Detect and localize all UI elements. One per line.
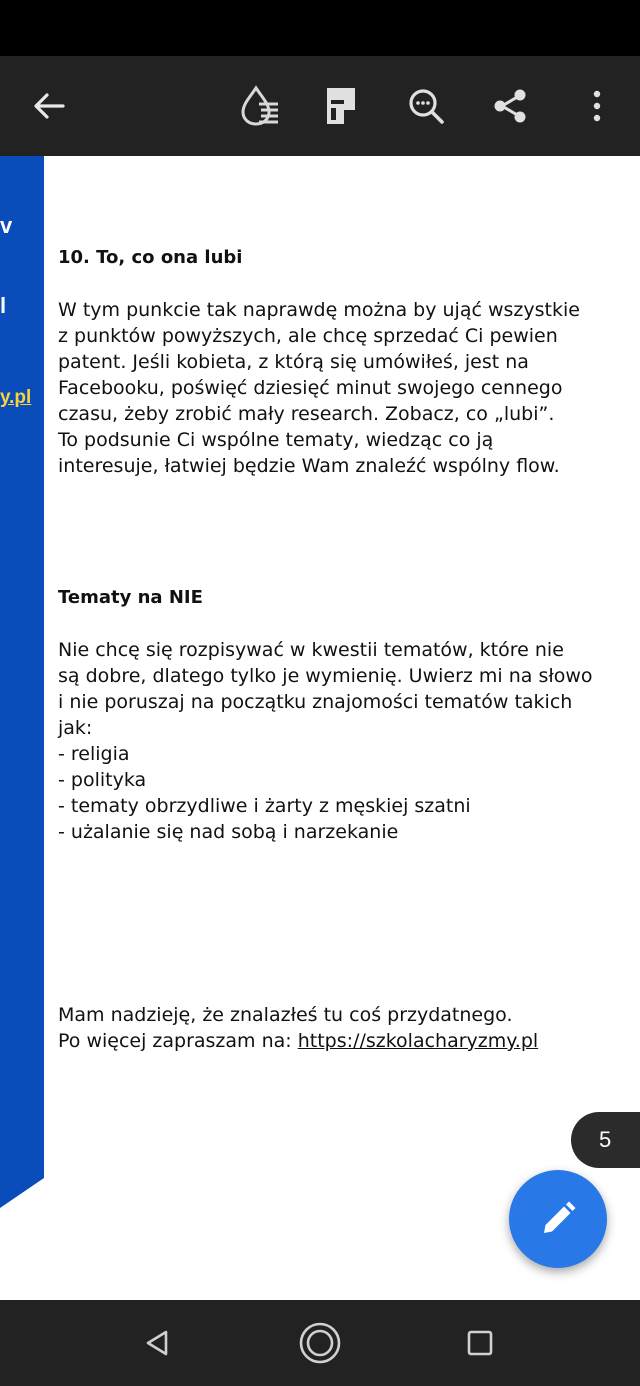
page-number-badge: 5 — [571, 1112, 640, 1168]
section-heading: Tematy na NIE — [58, 587, 203, 608]
nav-back-button[interactable] — [132, 1317, 184, 1369]
back-button[interactable] — [21, 78, 77, 134]
paragraph-line: To podsunie Ci wspólne tematy, wiedząc co ją — [58, 429, 494, 451]
section-paragraph — [58, 297, 618, 479]
paragraph-line: W tym punkcie tak naprawdę można by ująć wszystkie — [58, 299, 580, 321]
document-page[interactable] — [0, 156, 640, 1300]
section-liked-things — [58, 245, 618, 479]
list-item: - religia — [58, 743, 130, 765]
reading-mode-icon — [234, 82, 282, 130]
paragraph-line: Nie chcę się rozpisywać w kwestii tematów, które nie — [58, 639, 564, 661]
page-layout-button[interactable] — [313, 78, 369, 134]
paragraph-line: patent. Jeśli kobieta, z którą się umówiłeś, jest na — [58, 351, 529, 373]
home-circle-icon — [297, 1320, 343, 1366]
system-navigation-bar — [0, 1300, 640, 1386]
paragraph-line: Facebooku, poświęć dziesięć minut swojego cennego — [58, 377, 563, 399]
share-icon — [488, 84, 532, 128]
paragraph-line: są dobre, dlatego tylko je wymienię. Uwierz mi na słowo — [58, 665, 593, 687]
edit-fab-button[interactable] — [509, 1170, 607, 1268]
paragraph-line: interesuje, łatwiej będzie Wam znaleźć wspólny flow. — [58, 455, 560, 477]
list-item: - użalanie się nad sobą i narzekanie — [58, 821, 399, 843]
nav-recents-button[interactable] — [454, 1317, 506, 1369]
closing-line: Mam nadzieję, że znalazłeś tu coś przydatnego. — [58, 1004, 513, 1026]
reading-mode-button[interactable] — [230, 78, 286, 134]
recents-square-icon — [465, 1328, 495, 1358]
paragraph-line: i nie poruszaj na początku znajomości tematów takich — [58, 691, 573, 713]
closing-paragraph — [58, 1002, 618, 1054]
closing-prefix: Po więcej zapraszam na: — [58, 1030, 298, 1052]
side-banner-strip — [0, 156, 44, 1300]
back-arrow-icon — [29, 86, 69, 126]
share-button[interactable] — [482, 78, 538, 134]
list-item: - polityka — [58, 769, 147, 791]
closing-line-2 — [58, 1028, 618, 1054]
website-link[interactable]: https://szkolacharyzmy.pl — [297, 1030, 539, 1052]
side-banner-text-2: l — [0, 293, 7, 318]
section-forbidden-topics — [58, 585, 618, 845]
paragraph-line: jak: — [58, 717, 93, 739]
page-layout-icon — [321, 84, 361, 128]
search-icon — [404, 84, 448, 128]
side-banner-link-fragment: y.pl — [0, 387, 32, 408]
section-paragraph — [58, 637, 618, 845]
paragraph-line: czasu, żeby zrobić mały research. Zobacz, co „lubi”. — [58, 403, 555, 425]
list-item: - tematy obrzydliwe i żarty z męskiej szatni — [58, 795, 471, 817]
section-heading: 10. To, co ona lubi — [58, 247, 243, 268]
side-banner-text-1: v — [0, 213, 13, 238]
more-options-icon — [587, 86, 607, 126]
top-toolbar — [0, 56, 640, 156]
paragraph-line: z punktów powyższych, ale chcę sprzedać Ci pewien — [58, 325, 558, 347]
side-banner-shape — [0, 156, 44, 1300]
search-button[interactable] — [398, 78, 454, 134]
status-bar — [0, 0, 640, 56]
more-options-button[interactable] — [569, 78, 625, 134]
nav-home-button[interactable] — [294, 1317, 346, 1369]
edit-pencil-icon — [536, 1197, 580, 1241]
back-triangle-icon — [142, 1327, 174, 1359]
